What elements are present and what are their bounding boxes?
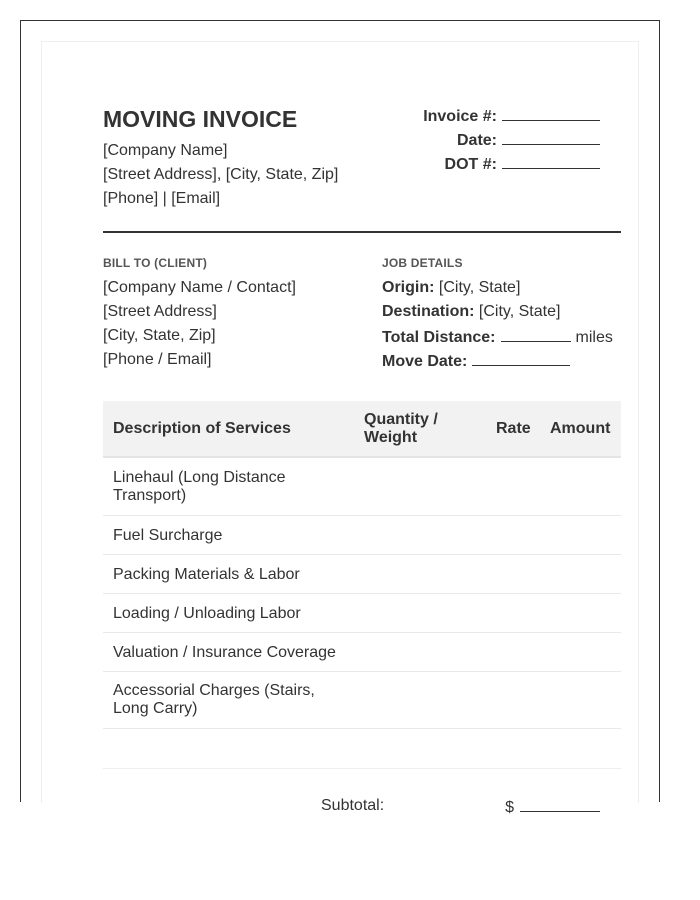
subtotal-value [505, 797, 600, 817]
distance-blank[interactable] [501, 327, 571, 342]
service-label: Valuation / Insurance Coverage [113, 644, 336, 661]
table-row [103, 633, 621, 672]
invoice-sheet [41, 41, 639, 816]
col-description: Description of Services [113, 420, 291, 437]
origin-line [382, 279, 520, 297]
invoice-number-label: Invoice #: [423, 108, 497, 125]
col-rate: Rate [496, 420, 531, 437]
service-label: Packing Materials & Labor [113, 566, 300, 583]
bill-to-heading: BILL TO (CLIENT) [103, 256, 208, 270]
move-date-line [382, 351, 570, 371]
move-date-label: Move Date: [382, 353, 468, 370]
bill-to-line: [City, State, Zip] [103, 327, 216, 344]
subtotal-blank[interactable] [520, 797, 600, 812]
dot-number-blank[interactable] [502, 154, 600, 169]
service-label: Accessorial Charges (Stairs, Long Carry) [113, 682, 315, 717]
company-address: [Street Address], [City, State, Zip] [103, 166, 339, 183]
origin-value: [City, State] [438, 279, 521, 296]
distance-unit: miles [575, 329, 613, 346]
invoice-number-blank[interactable] [502, 106, 600, 121]
totals-divider [103, 768, 621, 769]
distance-label: Total Distance: [382, 329, 496, 346]
dot-number-label: DOT #: [444, 156, 497, 173]
services-table-header [103, 401, 621, 458]
move-date-blank[interactable] [472, 351, 570, 366]
invoice-frame [20, 20, 660, 816]
company-contact: [Phone] | [Email] [103, 190, 221, 207]
distance-line [382, 327, 613, 347]
service-label: Loading / Unloading Labor [113, 605, 301, 622]
invoice-date-label: Date: [456, 132, 497, 149]
table-row [103, 458, 621, 516]
bill-to-line: [Company Name / Contact] [103, 279, 296, 296]
origin-label: Origin: [382, 279, 435, 296]
invoice-number-row [423, 106, 600, 126]
destination-line [382, 303, 560, 321]
table-row [103, 672, 621, 729]
destination-value: [City, State] [478, 303, 561, 320]
subtotal-label: Subtotal: [321, 797, 385, 814]
bill-to-line: [Street Address] [103, 303, 217, 320]
job-details-heading: JOB DETAILS [382, 256, 463, 270]
col-quantity: Quantity / Weight [364, 411, 438, 446]
service-label: Linehaul (Long Distance Transport) [113, 469, 286, 504]
invoice-date-row [457, 130, 600, 150]
col-amount: Amount [550, 420, 611, 437]
destination-label: Destination: [382, 303, 475, 320]
header-divider [103, 231, 621, 233]
table-row [103, 594, 621, 633]
service-label: Fuel Surcharge [113, 527, 223, 544]
bill-to-line: [Phone / Email] [103, 351, 212, 368]
table-row [103, 555, 621, 594]
table-row [103, 516, 621, 555]
invoice-title: MOVING INVOICE [103, 106, 298, 132]
invoice-date-blank[interactable] [502, 130, 600, 145]
dot-number-row [445, 154, 600, 174]
company-name: [Company Name] [103, 142, 228, 159]
currency-symbol: $ [505, 799, 514, 816]
